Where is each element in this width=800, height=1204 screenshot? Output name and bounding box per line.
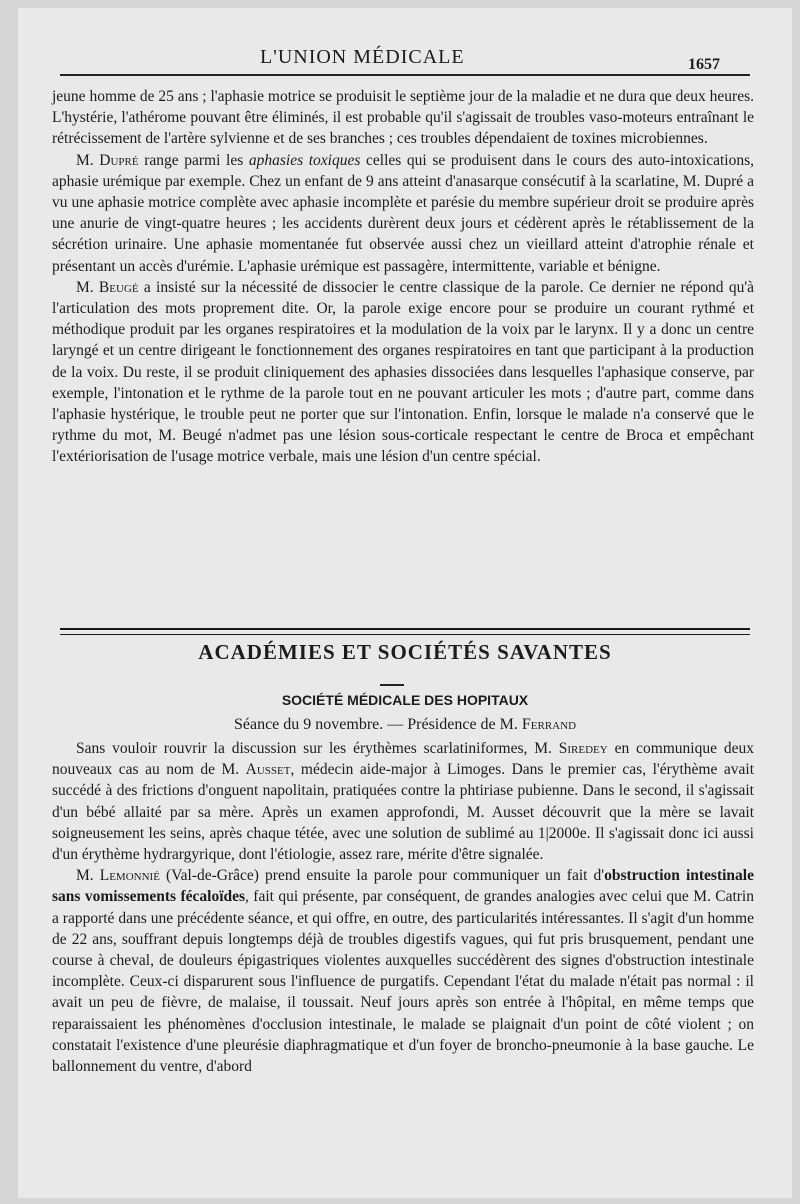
society-proceedings [52,738,754,1077]
text-fragment: Sans vouloir rouvrir la discussion sur les érythèmes scarlatiniformes, M. [76,740,559,757]
session-line [18,716,792,734]
bold-term: obstruction intestinale sans vomissements fécaloïdes [52,867,754,906]
aphasia-discussion [52,86,754,468]
text-fragment: en communique deux nouveaux cas au nom de M. [52,740,754,779]
name-ausset: Ausset [245,761,291,779]
paragraph-siredey [52,738,754,865]
speaker-siredey: Siredey [558,740,608,757]
session-text: Séance du 9 novembre. — Présidence de M. [233,716,522,733]
society-title: SOCIÉTÉ MÉDICALE DES HOPITAUX [281,692,529,708]
page-number: 1657 [688,56,720,73]
text-fragment: , fait qui présente, par conséquent, de grandes analogies avec celui que M. Catrin a rapporté dans une précédente séance, et qui offre, en outre, des particularités intéressantes. Il s'agit d'un homme de 22 ans, souffrant depuis longtemps déjà de troubles digestifs vagues, qui fut pris brusquement, pendant une course à cheval, de douleurs épigastriques violentes auxquelles succédèrent des signes d'obstruction intestinale incomplète. Ceux-ci disparurent sous l'influence de purgatifs. Cependant l'état du malade n'était pas normal : il avait un peu de fièvre, de malaise, il toussait. Neuf jours après son entrée à l'hôpital, en même temps que reparaissaient les phénomènes d'occlusion intestinale, le malade se plaignait d'un point de côté violent ; on constatait l'existence d'une pleurésie diaphragmatique et d'un foyer de broncho-pneumonie à la base gauche. Le ballonnement du ventre, d'abord [52,888,754,1076]
page [18,8,792,1198]
running-head [18,46,792,76]
italic-term: aphasies toxiques [248,151,361,169]
text-fragment: a insisté sur la nécessité de dissocier le centre classique de la parole. Ce dernier ne répond qu'à l'articulation des mots proprement dite. Or, la parole exige encore pour se produire un courant rythmé et méthodique produit par les organes respiratoires et la modulation de la voix par le larynx. Il y a donc un centre laryngé et un centre dirigeant le fonctionnement des organes respiratoires en tant que participant à la production de la voix. Du reste, il se produit cliniquement des aphasies dissociées dans lesquelles l'aphasique conserve, par exemple, l'intonation et le rythme de la parole tout en ne pouvant articuler les mots ; d'autre part, comme dans l'aphasie hystérique, le trouble peut ne porter que sur l'intonation. Enfin, lorsque le malade n'a conservé que le rythme du mot, M. Beugé n'admet pas une lésion sous-corticale respectant le centre de Broca et empêchant l'extériorisation de l'usage motrice verbale, mais une lésion d'un centre spécial. [52,278,754,466]
section-title: ACADÉMIES ET SOCIÉTÉS SAVANTES [198,640,612,664]
speaker-beuge: M. Beugé [76,278,139,296]
speaker-lemonnie: M. Lemonnié [76,867,160,885]
header-rule [60,74,750,76]
paragraph-lemonnie [52,865,754,1077]
paragraph-dupre [52,150,754,277]
text-fragment: , médecin aide-major à Limoges. Dans le premier cas, l'érythème avait succédé à des frictions d'onguent napolitain, pratiquées contre la phtiriase pubienne. Dans le second, il s'agissait d'un bébé allaité par sa mère. Après un examen approfondi, M. Ausset découvrit que la mère se lavait soigneusement les seins, après chaque tétée, avec une solution de sublimé au 1|2000e. Il s'agissait donc ici aussi d'un érythème hydrargyrique, dont l'étiologie, assez rare, mérite d'être signalée. [52,761,755,864]
text-fragment: range parmi les [138,151,249,169]
text-fragment: (Val-de-Grâce) prend ensuite la parole pour communiquer un fait d' [159,867,605,885]
text-fragment: celles qui se produisent dans le cours des auto-intoxications, aphasie urémique par exemple. Chez un enfant de 9 ans atteint d'anasarque consécutif à la scarlatine, M. Dupré a vu une aphasie motrice complète avec aphasie incomplète et parésie du membre supérieur droit se produire après une anurie de vingt-quatre heures ; les accidents durèrent deux jours et cédèrent après le rétablissement de la sécrétion urinaire. Une aphasie momentanée fut observée aussi chez un vieillard atteint d'atrophie rénale et présentant un accès d'urémie. L'aphasie urémique est passagère, intermittente, variable et bénigne. [52,151,755,275]
paragraph-beuge [52,277,754,468]
speaker-dupre: M. Dupré [76,151,139,169]
title-dash [380,684,404,686]
section-divider [60,628,750,635]
paragraph-continuation: jeune homme de 25 ans ; l'aphasie motrice se produisit le septième jour de la maladie et ne dura que deux heures. L'hystérie, l'athérome pouvant être éliminés, il est probable qu'il s'agissait de troubles vaso-moteurs entraînant le rétrécissement de l'artère sylvienne et de ses branches ; ces troubles dépendaient de toxines microbiennes. [52,88,754,148]
president-name: Ferrand [521,716,577,733]
journal-title: L'UNION MÉDICALE [260,46,465,68]
